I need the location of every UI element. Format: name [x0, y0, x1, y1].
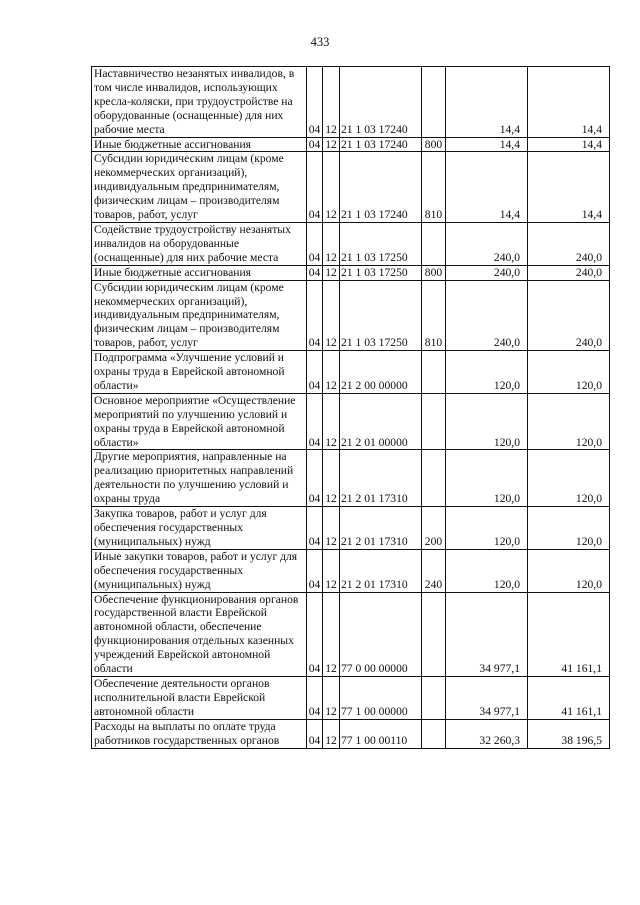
subsection-code-cell: 12: [323, 393, 340, 450]
row-name-cell: Наставничество незанятых инвалидов, в том числе инвалидов, использующих кресла-коляски, при трудоустройстве на оборудованные (оснащенные) для них рабочие места: [92, 67, 307, 138]
table-row: [92, 152, 610, 223]
expense-type-code-cell: [422, 676, 446, 719]
amount-year1-cell: 14,4: [446, 152, 528, 223]
target-item-code-cell: 21 2 01 17310: [340, 507, 422, 550]
row-name-cell: Обеспечение деятельности органов исполнительной власти Еврейской автономной области: [92, 676, 307, 719]
amount-year2-cell: 240,0: [528, 222, 610, 265]
amount-year1-cell: 120,0: [446, 450, 528, 507]
budget-table-body: [92, 67, 610, 749]
table-row: [92, 351, 610, 394]
section-code-cell: 04: [307, 280, 323, 351]
target-item-code-cell: 21 2 01 00000: [340, 393, 422, 450]
row-name-cell: Подпрограмма «Улучшение условий и охраны труда в Еврейской автономной области»: [92, 351, 307, 394]
subsection-code-cell: 12: [323, 592, 340, 676]
amount-year2-cell: 120,0: [528, 549, 610, 592]
expense-type-code-cell: [422, 592, 446, 676]
row-name-cell: Расходы на выплаты по оплате труда работников государственных органов: [92, 719, 307, 748]
expense-type-code-cell: [422, 351, 446, 394]
subsection-code-cell: 12: [323, 265, 340, 280]
table-row: [92, 67, 610, 138]
target-item-code-cell: 77 0 00 00000: [340, 592, 422, 676]
page-number: 433: [310, 35, 330, 49]
amount-year2-cell: 120,0: [528, 351, 610, 394]
subsection-code-cell: 12: [323, 152, 340, 223]
section-code-cell: 04: [307, 592, 323, 676]
amount-year2-cell: 240,0: [528, 280, 610, 351]
subsection-code-cell: 12: [323, 280, 340, 351]
section-code-cell: 04: [307, 450, 323, 507]
amount-year2-cell: 14,4: [528, 152, 610, 223]
target-item-code-cell: 21 1 03 17240: [340, 137, 422, 152]
amount-year1-cell: 34 977,1: [446, 676, 528, 719]
table-row: [92, 719, 610, 748]
expense-type-code-cell: 810: [422, 152, 446, 223]
target-item-code-cell: 21 1 03 17250: [340, 265, 422, 280]
target-item-code-cell: 21 1 03 17240: [340, 152, 422, 223]
amount-year1-cell: 34 977,1: [446, 592, 528, 676]
table-row: [92, 507, 610, 550]
row-name-cell: Содействие трудоустройству незанятых инвалидов на оборудованные (оснащенные) для них рабочие места: [92, 222, 307, 265]
section-code-cell: 04: [307, 351, 323, 394]
subsection-code-cell: 12: [323, 137, 340, 152]
row-name-cell: Иные бюджетные ассигнования: [92, 265, 307, 280]
amount-year2-cell: 14,4: [528, 67, 610, 138]
subsection-code-cell: 12: [323, 507, 340, 550]
section-code-cell: 04: [307, 222, 323, 265]
expense-type-code-cell: [422, 450, 446, 507]
amount-year2-cell: 41 161,1: [528, 592, 610, 676]
table-row: [92, 280, 610, 351]
row-name-cell: Субсидии юридическим лицам (кроме некоммерческих организаций), индивидуальным предпринимателям, физическим лицам – производителям товаров, работ, услуг: [92, 152, 307, 223]
section-code-cell: 04: [307, 265, 323, 280]
table-row: [92, 676, 610, 719]
table-row: [92, 265, 610, 280]
row-name-cell: Обеспечение функционирования органов государственной власти Еврейской автономной области, обеспечение функционирования отдельных казенных учреждений Еврейской автономной области: [92, 592, 307, 676]
target-item-code-cell: 21 2 00 00000: [340, 351, 422, 394]
amount-year1-cell: 120,0: [446, 393, 528, 450]
row-name-cell: Иные бюджетные ассигнования: [92, 137, 307, 152]
expense-type-code-cell: [422, 393, 446, 450]
section-code-cell: 04: [307, 67, 323, 138]
amount-year1-cell: 14,4: [446, 67, 528, 138]
target-item-code-cell: 21 1 03 17250: [340, 280, 422, 351]
row-name-cell: Закупка товаров, работ и услуг для обеспечения государственных (муниципальных) нужд: [92, 507, 307, 550]
subsection-code-cell: 12: [323, 67, 340, 138]
section-code-cell: 04: [307, 137, 323, 152]
section-code-cell: 04: [307, 719, 323, 748]
amount-year2-cell: 14,4: [528, 137, 610, 152]
amount-year1-cell: 32 260,3: [446, 719, 528, 748]
amount-year2-cell: 120,0: [528, 507, 610, 550]
target-item-code-cell: 77 1 00 00000: [340, 676, 422, 719]
expense-type-code-cell: [422, 67, 446, 138]
section-code-cell: 04: [307, 152, 323, 223]
target-item-code-cell: 21 2 01 17310: [340, 549, 422, 592]
expense-type-code-cell: [422, 719, 446, 748]
amount-year1-cell: 240,0: [446, 280, 528, 351]
row-name-cell: Субсидии юридическим лицам (кроме некоммерческих организаций), индивидуальным предпринимателям, физическим лицам – производителям товаров, работ, услуг: [92, 280, 307, 351]
section-code-cell: 04: [307, 507, 323, 550]
amount-year2-cell: 120,0: [528, 450, 610, 507]
amount-year1-cell: 120,0: [446, 549, 528, 592]
table-row: [92, 450, 610, 507]
row-name-cell: Другие мероприятия, направленные на реализацию приоритетных направлений деятельности по улучшению условий и охраны труда: [92, 450, 307, 507]
table-row: [92, 549, 610, 592]
amount-year1-cell: 120,0: [446, 507, 528, 550]
table-row: [92, 393, 610, 450]
target-item-code-cell: 21 2 01 17310: [340, 450, 422, 507]
subsection-code-cell: 12: [323, 676, 340, 719]
target-item-code-cell: 77 1 00 00110: [340, 719, 422, 748]
expense-type-code-cell: 810: [422, 280, 446, 351]
table-row: [92, 137, 610, 152]
table-row: [92, 592, 610, 676]
amount-year2-cell: 240,0: [528, 265, 610, 280]
expense-type-code-cell: [422, 222, 446, 265]
expense-type-code-cell: 800: [422, 265, 446, 280]
subsection-code-cell: 12: [323, 222, 340, 265]
amount-year1-cell: 120,0: [446, 351, 528, 394]
section-code-cell: 04: [307, 393, 323, 450]
expense-type-code-cell: 800: [422, 137, 446, 152]
subsection-code-cell: 12: [323, 450, 340, 507]
table-row: [92, 222, 610, 265]
amount-year2-cell: 120,0: [528, 393, 610, 450]
amount-year1-cell: 240,0: [446, 265, 528, 280]
row-name-cell: Основное мероприятие «Осуществление мероприятий по улучшению условий и охраны труда в Еврейской автономной области»: [92, 393, 307, 450]
row-name-cell: Иные закупки товаров, работ и услуг для обеспечения государственных (муниципальных) нужд: [92, 549, 307, 592]
expense-type-code-cell: 240: [422, 549, 446, 592]
subsection-code-cell: 12: [323, 351, 340, 394]
target-item-code-cell: 21 1 03 17240: [340, 67, 422, 138]
subsection-code-cell: 12: [323, 549, 340, 592]
section-code-cell: 04: [307, 676, 323, 719]
expense-type-code-cell: 200: [422, 507, 446, 550]
budget-table: [91, 66, 610, 749]
target-item-code-cell: 21 1 03 17250: [340, 222, 422, 265]
amount-year2-cell: 41 161,1: [528, 676, 610, 719]
section-code-cell: 04: [307, 549, 323, 592]
amount-year1-cell: 240,0: [446, 222, 528, 265]
amount-year1-cell: 14,4: [446, 137, 528, 152]
subsection-code-cell: 12: [323, 719, 340, 748]
amount-year2-cell: 38 196,5: [528, 719, 610, 748]
